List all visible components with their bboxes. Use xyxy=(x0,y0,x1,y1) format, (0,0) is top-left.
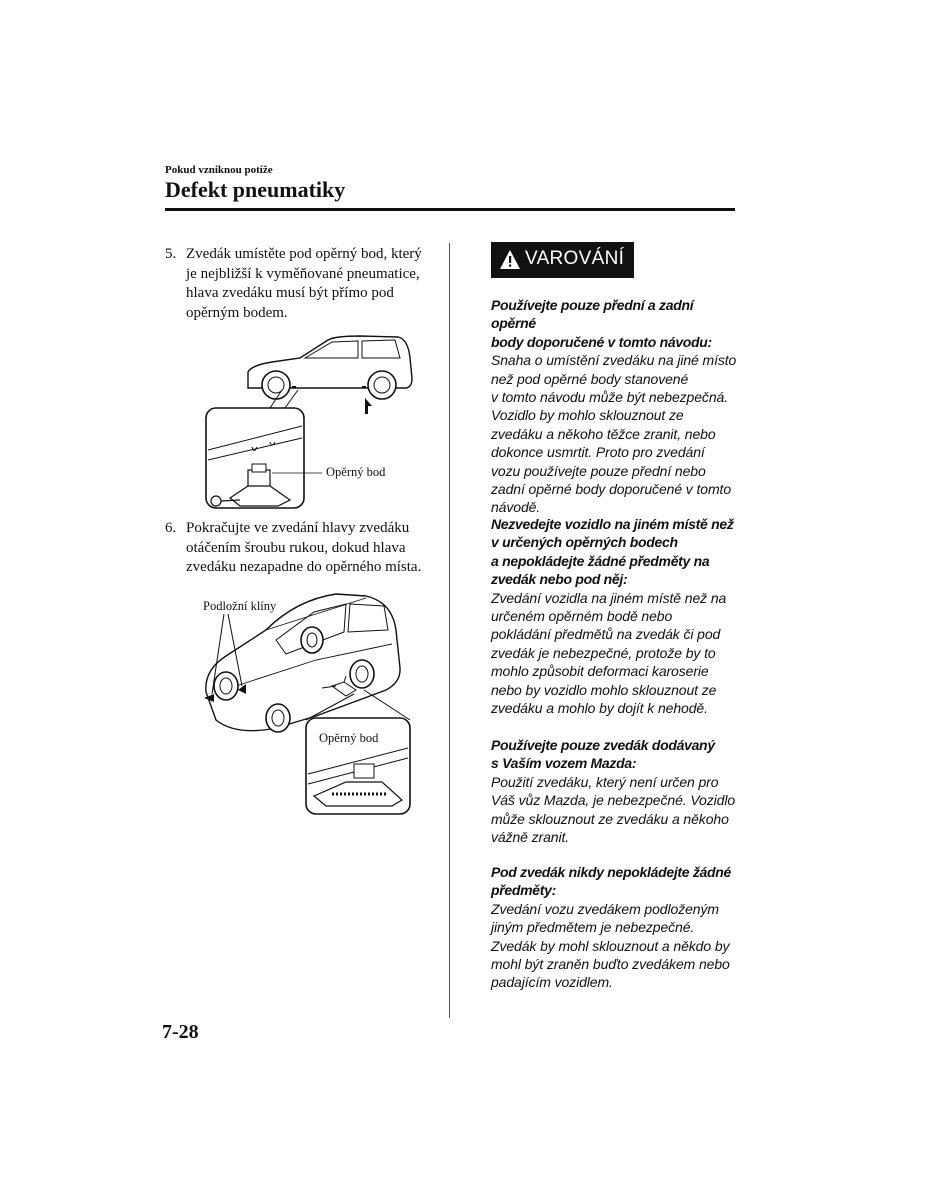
warning-text: dokonce usmrtit. Proto pro zvedání xyxy=(491,444,705,461)
warning-text: zvedáku a někoho těžce zranit, nebo xyxy=(491,425,716,442)
page-number: 7-28 xyxy=(162,1021,199,1043)
arrow-icon xyxy=(365,398,372,414)
front-wheel-icon xyxy=(262,371,290,399)
warning-text: Použití zvedáku, který není určen pro xyxy=(491,773,719,790)
warning-heading: s Vaším vozem Mazda: xyxy=(491,755,637,772)
warning-text: Zvedání vozidla na jiném místě než na xyxy=(491,589,727,606)
warning-text: pokládání předmětů na zvedák či pod xyxy=(491,626,721,643)
wheel-chocks-label: Podložní klíny xyxy=(203,599,277,613)
warning-text: mohl být zraněn buďto zvedákem nebo xyxy=(491,956,730,973)
support-point-label: Opěrný bod xyxy=(319,731,379,745)
warning-text: Vozidlo by mohlo sklouznout ze xyxy=(491,407,684,424)
warning-block xyxy=(491,515,741,717)
warning-text: mohlo způsobit deformaci karoserie xyxy=(491,663,709,680)
support-point-label: Opěrný bod xyxy=(326,465,386,479)
warning-text: padajícím vozidlem. xyxy=(491,974,613,991)
step-line: Pokračujte ve zvedání hlavy zvedáku xyxy=(186,520,410,536)
wheel-icon xyxy=(214,672,238,700)
warning-block xyxy=(491,863,741,992)
warning-text: v tomto návodu může být nebezpečná. xyxy=(491,389,728,406)
header-divider xyxy=(165,208,735,211)
warning-text: může sklouznout ze zvedáku a někoho xyxy=(491,810,729,827)
wheel-icon xyxy=(350,660,374,688)
column-divider xyxy=(449,243,450,1018)
warning-heading: zvedák nebo pod něj: xyxy=(491,571,628,588)
step-line: opěrným bodem. xyxy=(186,304,288,321)
step-text xyxy=(186,245,435,323)
warning-heading: předměty: xyxy=(491,882,556,899)
warning-text: určeném opěrném bodě nebo xyxy=(491,608,673,625)
warning-block xyxy=(491,296,741,517)
warning-heading: Nezvedejte vozidlo na jiném místě než xyxy=(491,516,734,532)
warning-text: vozu používejte pouze přední nebo xyxy=(491,462,706,479)
warning-heading: Pod zvedák nikdy nepokládejte žádné xyxy=(491,864,732,880)
step-number: 6. xyxy=(165,520,177,536)
warning-text: Váš vůz Mazda, je nebezpečné. Vozidlo xyxy=(491,792,736,809)
warning-heading: Používejte pouze zvedák dodávaný xyxy=(491,737,715,753)
section-name: Pokud vzniknou potíže xyxy=(165,164,273,176)
step-5 xyxy=(165,245,435,323)
warning-text: Zvedák by mohl sklouznout a někdo by xyxy=(491,937,730,954)
warning-block xyxy=(491,736,741,846)
warning-text: zvedák je nebezpečné, protože by to xyxy=(491,644,716,661)
warning-text: Zvedání vozu zvedákem podloženým xyxy=(491,900,719,917)
figure-jack-position xyxy=(200,330,435,520)
warning-text: jiným předmětem je nebezpečné. xyxy=(491,919,695,936)
car-outline xyxy=(206,594,400,731)
warning-text: zadní opěrné body doporučené v tomto xyxy=(491,481,732,498)
rear-wheel-icon xyxy=(368,371,396,399)
warning-text: nebo by vozidlo mohlo sklouznout ze xyxy=(491,681,717,698)
warning-heading: v určených opěrných bodech xyxy=(491,534,678,551)
step-text xyxy=(186,519,435,578)
step-line: zvedáku nezapadne do opěrného místa. xyxy=(186,559,422,575)
warning-text: vážně zranit. xyxy=(491,829,570,846)
step-line: otáčením šroubu rukou, dokud hlava xyxy=(186,539,406,556)
warning-triangle-icon xyxy=(499,249,521,270)
warning-text: než pod opěrné body stanovené xyxy=(491,370,689,387)
warning-badge xyxy=(491,242,634,278)
warning-text: Snaha o umístění zvedáku na jiné místo xyxy=(491,352,737,369)
figure-wheel-chocks xyxy=(196,590,416,820)
warning-text: návodě. xyxy=(491,499,541,516)
step-line: hlava zvedáku musí být přímo pod xyxy=(186,285,394,301)
step-line: Zvedák umístěte pod opěrný bod, který xyxy=(186,246,422,262)
step-number: 5. xyxy=(165,246,177,262)
step-6 xyxy=(165,519,435,578)
page-title: Defekt pneumatiky xyxy=(165,177,346,202)
warning-text: zvedáku a mohlo by dojít k nehodě. xyxy=(491,700,708,717)
warning-heading: body doporučené v tomto návodu: xyxy=(491,333,712,350)
wheel-icon xyxy=(266,704,290,732)
warning-title: VAROVÁNÍ xyxy=(525,248,625,269)
step-line: je nejbližší k vyměňované pneumatice, xyxy=(186,265,420,282)
wheel-icon xyxy=(301,627,323,653)
warning-heading: a nepokládejte žádné předměty na xyxy=(491,552,710,569)
warning-heading: Používejte pouze přední a zadní opěrné xyxy=(491,297,694,332)
